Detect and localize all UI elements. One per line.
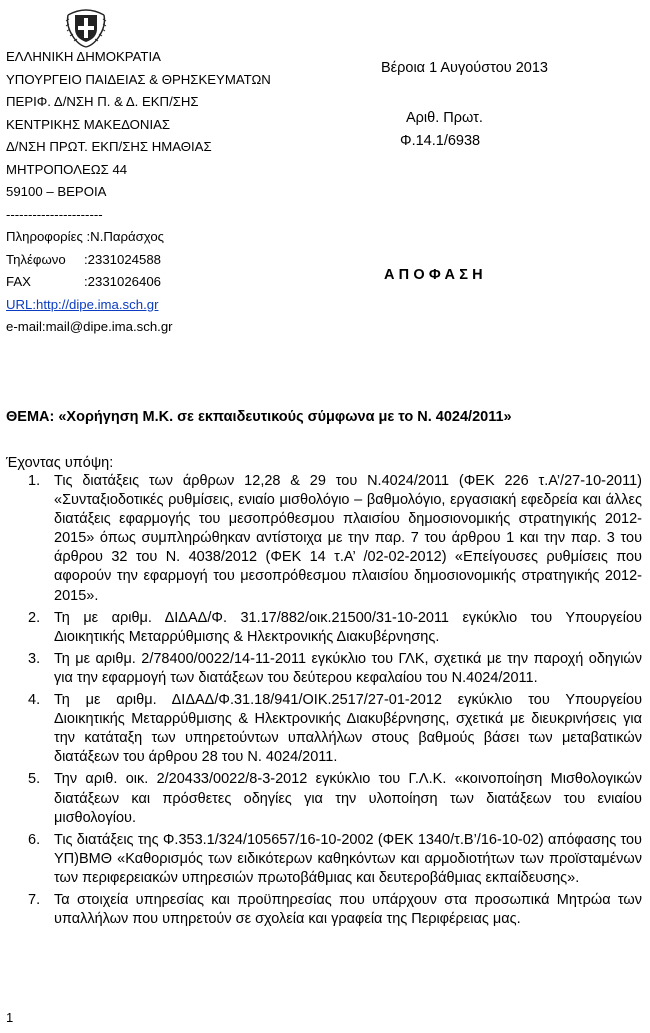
considerations-list [28,472,642,932]
list-item [28,691,642,767]
list-item [28,650,642,688]
header-line: ΥΠΟΥΡΓΕΙΟ ΠΑΙΔΕΙΑΣ & ΘΡΗΣΚΕΥΜΑΤΩΝ [6,71,271,87]
item-number: 1. [28,473,41,489]
info-row [6,226,271,249]
decision-title: ΑΠΟΦΑΣΗ [384,267,487,283]
info-value: Ν.Παράσχος [90,229,165,244]
phone-label: Τηλέφωνο [6,251,66,267]
list-item [28,770,642,827]
list-item [28,891,642,929]
fax-value: :2331026406 [84,274,162,289]
greek-coat-of-arms-icon [64,5,108,49]
item-number: 7. [28,891,41,908]
item-text: Τις διατάξεις των άρθρων 12,28 & 29 του Ν.4024/2011 (ΦΕΚ 226 τ.Α’/27-10-2011) «Συνταξιοδοτικές ρυθμίσεις, ενιαίο μισθολόγιο – βαθμολόγιο, εργασιακή εφεδρεία και άλλες διατάξεις εφαρμογής του μεσοπρόθεσμου πλαισίου δημοσιονομικής στρατηγικής 2012-2015» όπως συμπληρώθηκαν αντίστοιχα με την παρ. 7 του άρθρου 1 και την παρ. 3 του άρθρου 32 του Ν. 4038/2012 (ΦΕΚ 14 τ.Α’ /02-02-2012) «Επείγουσες ρυθμίσεις που αφορούν την εφαρμογή του μεσοπρόθεσμου πλαισίου δημοσιονομικής στρατηγικής 2012-2015». [54,473,642,604]
page-number: 1 [6,1010,14,1025]
item-number: 4. [28,692,41,709]
website-link[interactable]: URL:http://dipe.ima.sch.gr [6,296,159,312]
protocol-label: Αριθ. Πρωτ. [406,110,483,126]
item-number: 5. [28,771,41,788]
header-line: 59100 – ΒΕΡΟΙΑ [6,184,107,199]
fax-label: FAX [6,274,31,289]
header-line: ΠΕΡΙΦ. Δ/ΝΣΗ Π. & Δ. ΕΚΠ/ΣΗΣ [6,94,199,109]
header-line: ΕΛΛΗΝΙΚΗ ΔΗΜΟΚΡΑΤΙΑ [6,49,161,64]
phone-value: :2331024588 [84,251,162,267]
item-text: Τις διατάξεις της Φ.353.1/324/105657/16-10-2002 (ΦΕΚ 1340/τ.Β’/16-10-02) απόφασης του ΥΠ)ΒΜΘ «Καθορισμός των ειδικότερων καθηκόντων και αρμοδιοτήτων των προϊσταμένων των περιφερειακών υπηρεσιών πρωτοβάθμιας και δευτεροβάθμιας εκπαίδευσης». [54,831,642,886]
header-separator: ---------------------- [6,206,103,222]
info-label: Πληροφορίες : [6,229,91,244]
subject-line: ΘΕΜΑ: «Χορήγηση Μ.Κ. σε εκπαιδευτικούς σύμφωνα με το Ν. 4024/2011» [6,409,512,425]
item-text: Τη με αριθμ. 2/78400/0022/14-11-2011 εγκύκλιο του ΓΛΚ, σχετικά με την παροχή οδηγιών για την εφαρμογή των διατάξεων του δεύτερου κεφαλαίου του Ν.4024/2011. [54,650,642,686]
item-text: Τα στοιχεία υπηρεσίας και προϋπηρεσίας που υπάρχουν στα προσωπικά Μητρώα των υπαλλήλων που υπηρετούν σε σχολεία και γραφεία της Περιφέρειας μας. [54,891,642,928]
website-link-row [6,294,271,317]
list-item [28,831,642,888]
item-text: Τη με αριθμ. ΔΙΔΑΔ/Φ.31.18/941/ΟΙΚ.2517/27-01-2012 εγκύκλιο του Υπουργείου Διοικητικής Μεταρρύθμισης & Ηλεκτρονικής Διακυβέρνησης, σχετικά με διευκρινήσεις για την κατάταξη των υπηρετούντων υπαλλήλων στους βαθμούς βάσει των μεταβατικών διατάξεων του άρθρου 28 του Ν. 4024/2011. [54,692,642,766]
header-line: ΚΕΝΤΡΙΚΗΣ ΜΑΚΕΔΟΝΙΑΣ [6,116,171,132]
item-number: 6. [28,831,41,848]
list-item [28,472,642,606]
considering-intro: Έχοντας υπόψη: [6,455,114,471]
date-line: Βέροια 1 Αυγούστου 2013 [381,60,548,76]
item-number: 2. [28,609,41,626]
header-line: Δ/ΝΣΗ ΠΡΩΤ. ΕΚΠ/ΣΗΣ ΗΜΑΘΙΑΣ [6,139,212,154]
item-text: Τη με αριθμ. ΔΙΔΑΔ/Φ. 31.17/882/οικ.21500/31-10-2011 εγκύκλιο του Υπουργείου Διοικητικής Μεταρρύθμισης & Ηλεκτρονικής Διακυβέρνησης. [54,609,642,645]
fax-row [6,271,271,294]
email-line: e-mail:mail@dipe.ima.sch.gr [6,319,173,334]
issuer-header [6,46,271,339]
protocol-number: Φ.14.1/6938 [400,133,481,149]
list-item [28,609,642,647]
header-line: ΜΗΤΡΟΠΟΛΕΩΣ 44 [6,161,128,177]
item-number: 3. [28,650,41,667]
phone-row [6,249,271,272]
item-text: Την αριθ. οικ. 2/20433/0022/8-3-2012 εγκύκλιο του Γ.Λ.Κ. «κοινοποίηση Μισθολογικών διατάξεων και πρόσθετες οδηγίες για την υλοποίηση των διατάξεων του ενιαίου μισθολογίου. [54,771,642,826]
